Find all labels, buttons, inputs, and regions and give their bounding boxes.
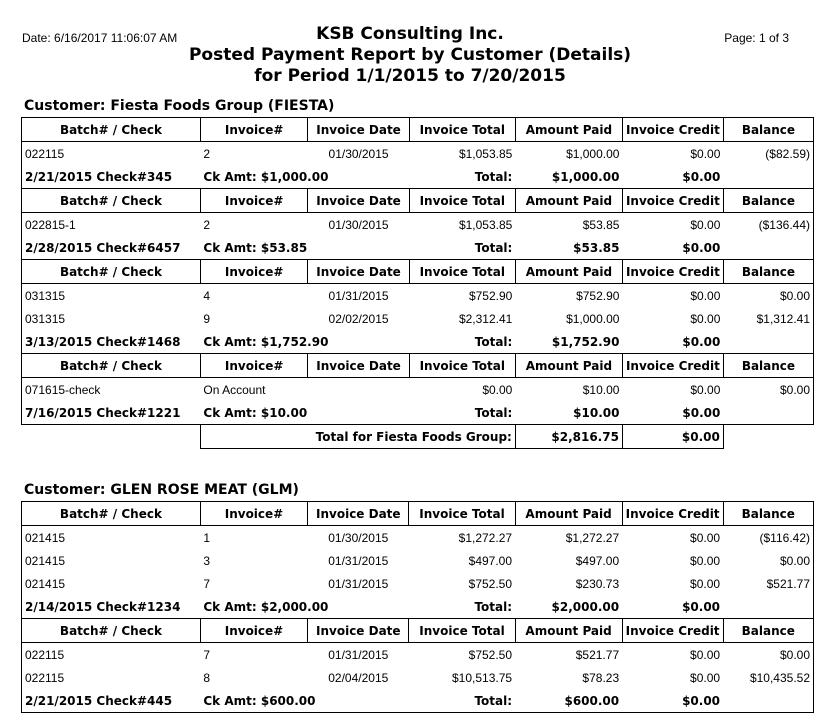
balance: ($82.59) xyxy=(723,142,813,166)
balance: $521.77 xyxy=(723,572,813,595)
col-amount-paid: Amount Paid xyxy=(515,619,622,643)
batch-number: 021415 xyxy=(22,549,201,572)
invoice-date: 02/04/2015 xyxy=(328,670,389,685)
col-invoice-total: Invoice Total xyxy=(409,189,515,213)
col-invoice-credit: Invoice Credit xyxy=(622,189,723,213)
total-invoice-credit: $0.00 xyxy=(622,401,723,425)
col-invoice-credit: Invoice Credit xyxy=(622,260,723,284)
col-invoice-credit: Invoice Credit xyxy=(622,118,723,142)
col-invoice-date: Invoice Date xyxy=(308,118,409,142)
check-amount: Ck Amt: $1,000.00 xyxy=(200,165,409,189)
empty-cell xyxy=(723,425,813,449)
check-info: 2/14/2015 Check#1234 xyxy=(22,595,201,619)
invoice-number: 3 xyxy=(203,553,211,568)
report-date: Date: 6/16/2017 11:06:07 AM xyxy=(22,31,178,45)
total-label: Total: xyxy=(409,330,515,354)
invoice-number: 1 xyxy=(203,530,211,545)
col-balance: Balance xyxy=(723,189,813,213)
amount-paid: $752.90 xyxy=(576,288,620,303)
check-amount: Ck Amt: $10.00 xyxy=(200,401,409,425)
customer-total-row xyxy=(22,425,814,449)
invoice-total: $10,513.75 xyxy=(451,670,513,685)
invoice-credit: $0.00 xyxy=(690,670,721,685)
col-balance: Balance xyxy=(723,260,813,284)
total-label: Total: xyxy=(409,689,515,713)
invoice-total: $752.50 xyxy=(468,647,513,662)
col-invoice-credit: Invoice Credit xyxy=(622,354,723,378)
empty-cell xyxy=(723,330,813,354)
invoice-number: 7 xyxy=(203,576,211,591)
col-invoice-total: Invoice Total xyxy=(409,502,515,526)
check-amount: Ck Amt: $1,752.90 xyxy=(200,330,409,354)
total-invoice-credit: $0.00 xyxy=(622,236,723,260)
invoice-credit: $0.00 xyxy=(690,288,721,303)
invoice-number: 2 xyxy=(203,146,211,161)
invoice-date: 01/30/2015 xyxy=(328,146,389,161)
col-invoice-credit: Invoice Credit xyxy=(622,619,723,643)
col-invoice-date: Invoice Date xyxy=(308,354,409,378)
table-row xyxy=(22,378,814,402)
amount-paid: $521.77 xyxy=(575,647,620,662)
invoice-total: $1,272.27 xyxy=(458,530,513,545)
col-amount-paid: Amount Paid xyxy=(515,189,622,213)
batch-number: 071615-check xyxy=(22,378,201,402)
invoice-number: 2 xyxy=(203,217,211,232)
amount-paid: $1,272.27 xyxy=(565,530,620,545)
col-batch-check: Batch# / Check xyxy=(22,118,201,142)
col-batch-check: Batch# / Check xyxy=(22,260,201,284)
invoice-date xyxy=(308,378,409,402)
customer-total-label: Total for Fiesta Foods Group: xyxy=(200,425,515,449)
invoice-date: 01/30/2015 xyxy=(328,530,389,545)
empty-cell xyxy=(723,401,813,425)
col-invoice-total: Invoice Total xyxy=(409,260,515,284)
balance: $1,312.41 xyxy=(723,307,813,330)
col-invoice: Invoice# xyxy=(200,354,307,378)
invoice-credit: $0.00 xyxy=(690,553,721,568)
col-invoice: Invoice# xyxy=(200,260,307,284)
total-amount-paid: $2,000.00 xyxy=(515,595,622,619)
batch-number: 031315 xyxy=(22,284,201,308)
check-info: 7/16/2015 Check#1221 xyxy=(22,401,201,425)
col-invoice: Invoice# xyxy=(200,502,307,526)
col-batch-check: Batch# / Check xyxy=(22,502,201,526)
balance: $0.00 xyxy=(723,549,813,572)
total-invoice-credit: $0.00 xyxy=(622,165,723,189)
col-invoice-date: Invoice Date xyxy=(308,619,409,643)
check-summary-row xyxy=(22,595,814,619)
check-amount: Ck Amt: $2,000.00 xyxy=(200,595,409,619)
invoice-credit: $0.00 xyxy=(690,217,721,232)
customer-payments-table xyxy=(21,117,814,449)
column-header-row xyxy=(22,189,814,213)
invoice-date: 01/31/2015 xyxy=(328,576,389,591)
customer-title: Customer: Fiesta Foods Group (FIESTA) xyxy=(24,98,335,114)
invoice-credit: $0.00 xyxy=(690,530,721,545)
batch-number: 022115 xyxy=(22,142,201,166)
balance: $0.00 xyxy=(723,284,813,308)
total-invoice-credit: $0.00 xyxy=(622,689,723,713)
invoice-number: On Account xyxy=(203,382,266,397)
col-invoice-date: Invoice Date xyxy=(308,260,409,284)
amount-paid: $230.73 xyxy=(575,576,620,591)
customer-payments-table xyxy=(21,501,814,713)
empty-cell xyxy=(723,595,813,619)
invoice-number: 8 xyxy=(203,670,211,685)
col-balance: Balance xyxy=(723,502,813,526)
invoice-credit: $0.00 xyxy=(690,146,721,161)
col-amount-paid: Amount Paid xyxy=(515,354,622,378)
col-balance: Balance xyxy=(723,619,813,643)
table-row xyxy=(22,572,814,595)
customer-total-credit: $0.00 xyxy=(622,425,723,449)
invoice-date: 01/31/2015 xyxy=(328,553,389,568)
invoice-date: 02/02/2015 xyxy=(328,311,389,326)
invoice-total: $752.90 xyxy=(468,288,513,303)
col-invoice: Invoice# xyxy=(200,189,307,213)
table-row xyxy=(22,666,814,689)
col-amount-paid: Amount Paid xyxy=(515,502,622,526)
amount-paid: $1,000.00 xyxy=(566,146,620,161)
batch-number: 031315 xyxy=(22,307,201,330)
invoice-date: 01/30/2015 xyxy=(328,217,389,232)
check-summary-row xyxy=(22,236,814,260)
empty-cell xyxy=(723,236,813,260)
check-amount: Ck Amt: $53.85 xyxy=(200,236,409,260)
report-period: for Period 1/1/2015 to 7/20/2015 xyxy=(254,66,566,86)
amount-paid: $78.23 xyxy=(582,670,620,685)
total-label: Total: xyxy=(409,595,515,619)
company-name: KSB Consulting Inc. xyxy=(316,24,504,44)
total-invoice-credit: $0.00 xyxy=(622,595,723,619)
balance: ($116.42) xyxy=(723,526,813,550)
col-invoice-total: Invoice Total xyxy=(409,354,515,378)
table-row xyxy=(22,142,814,166)
col-balance: Balance xyxy=(723,354,813,378)
check-info: 2/21/2015 Check#445 xyxy=(22,689,201,713)
check-summary-row xyxy=(22,165,814,189)
empty-cell xyxy=(723,165,813,189)
invoice-credit: $0.00 xyxy=(690,576,721,591)
check-info: 3/13/2015 Check#1468 xyxy=(22,330,201,354)
col-invoice-total: Invoice Total xyxy=(409,118,515,142)
col-amount-paid: Amount Paid xyxy=(515,118,622,142)
total-label: Total: xyxy=(409,165,515,189)
batch-number: 022115 xyxy=(22,666,201,689)
total-label: Total: xyxy=(409,236,515,260)
balance: ($136.44) xyxy=(723,213,813,237)
check-info: 2/28/2015 Check#6457 xyxy=(22,236,201,260)
invoice-total: $1,053.85 xyxy=(458,146,513,161)
invoice-date: 01/31/2015 xyxy=(328,647,389,662)
invoice-credit: $0.00 xyxy=(690,311,721,326)
col-invoice: Invoice# xyxy=(200,619,307,643)
col-invoice-date: Invoice Date xyxy=(308,189,409,213)
table-row xyxy=(22,526,814,550)
total-amount-paid: $1,752.90 xyxy=(515,330,622,354)
table-row xyxy=(22,284,814,308)
total-label: Total: xyxy=(409,401,515,425)
balance: $10,435.52 xyxy=(723,666,813,689)
col-invoice-credit: Invoice Credit xyxy=(622,502,723,526)
invoice-total: $1,053.85 xyxy=(458,217,513,232)
column-header-row xyxy=(22,260,814,284)
col-batch-check: Batch# / Check xyxy=(22,189,201,213)
report-title: Posted Payment Report by Customer (Details) xyxy=(188,45,632,65)
batch-number: 021415 xyxy=(22,572,201,595)
table-row xyxy=(22,213,814,237)
col-invoice: Invoice# xyxy=(200,118,307,142)
invoice-total: $752.50 xyxy=(468,576,513,591)
check-summary-row xyxy=(22,401,814,425)
amount-paid: $1,000.00 xyxy=(566,311,620,326)
amount-paid: $497.00 xyxy=(575,553,620,568)
batch-number: 021415 xyxy=(22,526,201,550)
invoice-total: $2,312.41 xyxy=(458,311,513,326)
empty-cell xyxy=(22,425,201,449)
balance: $0.00 xyxy=(723,643,813,667)
col-batch-check: Batch# / Check xyxy=(22,619,201,643)
total-amount-paid: $53.85 xyxy=(515,236,622,260)
invoice-number: 9 xyxy=(203,311,211,326)
invoice-total: $497.00 xyxy=(468,553,513,568)
column-header-row xyxy=(22,502,814,526)
batch-number: 022815-1 xyxy=(22,213,201,237)
check-summary-row xyxy=(22,330,814,354)
customer-total-paid: $2,816.75 xyxy=(515,425,622,449)
invoice-credit: $0.00 xyxy=(690,382,721,397)
total-invoice-credit: $0.00 xyxy=(622,330,723,354)
customer-title: Customer: GLEN ROSE MEAT (GLM) xyxy=(24,482,299,498)
table-row xyxy=(22,549,814,572)
col-balance: Balance xyxy=(723,118,813,142)
col-invoice-total: Invoice Total xyxy=(409,619,515,643)
col-amount-paid: Amount Paid xyxy=(515,260,622,284)
invoice-total: $0.00 xyxy=(482,382,513,397)
column-header-row xyxy=(22,118,814,142)
table-row xyxy=(22,307,814,330)
col-invoice-date: Invoice Date xyxy=(308,502,409,526)
invoice-number: 7 xyxy=(203,647,211,662)
amount-paid: $53.85 xyxy=(582,217,620,232)
page-indicator: Page: 1 of 3 xyxy=(724,31,789,45)
check-info: 2/21/2015 Check#345 xyxy=(22,165,201,189)
total-amount-paid: $600.00 xyxy=(515,689,622,713)
report-titles xyxy=(0,24,814,87)
column-header-row xyxy=(22,354,814,378)
amount-paid: $10.00 xyxy=(582,382,620,397)
batch-number: 022115 xyxy=(22,643,201,667)
column-header-row xyxy=(22,619,814,643)
check-amount: Ck Amt: $600.00 xyxy=(200,689,409,713)
table-row xyxy=(22,643,814,667)
check-summary-row xyxy=(22,689,814,713)
invoice-date: 01/31/2015 xyxy=(328,288,389,303)
invoice-number: 4 xyxy=(203,288,211,303)
total-amount-paid: $1,000.00 xyxy=(515,165,622,189)
invoice-credit: $0.00 xyxy=(690,647,721,662)
col-batch-check: Batch# / Check xyxy=(22,354,201,378)
empty-cell xyxy=(723,689,813,713)
balance: $0.00 xyxy=(723,378,813,402)
total-amount-paid: $10.00 xyxy=(515,401,622,425)
